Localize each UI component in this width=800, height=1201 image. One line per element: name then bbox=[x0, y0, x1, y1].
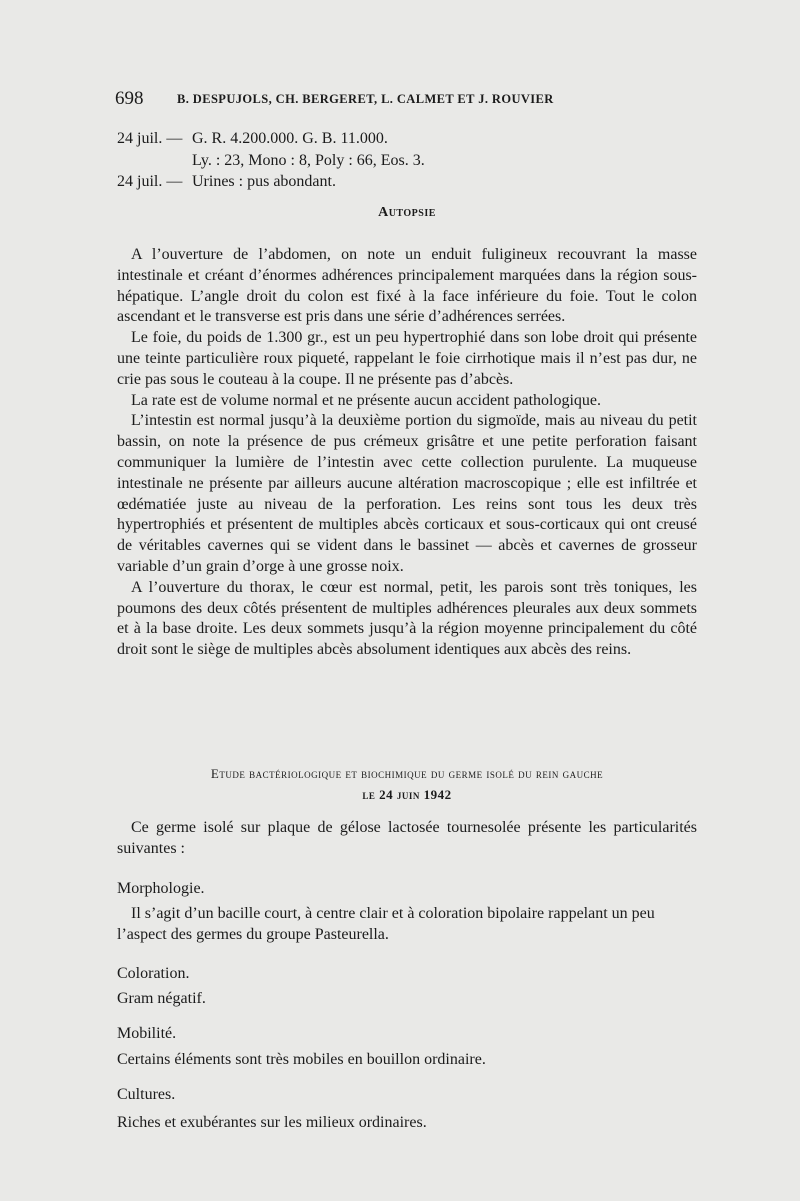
lab-date bbox=[117, 150, 192, 172]
lab-row bbox=[117, 171, 697, 193]
section-content-mobilite: Certains éléments sont très mobiles en bouillon ordinaire. bbox=[117, 1051, 486, 1068]
section-title-mobilite: Mobilité. bbox=[117, 1025, 177, 1042]
lab-row bbox=[117, 150, 697, 172]
paragraph: L’intestin est normal jusqu’à la deuxième portion du sigmoïde, mais au niveau du petit bassin, on note la présence de pus crémeux grisâtre et une petite perforation faisant communiquer la lumière de l’intestin avec cette collection purulente. La muqueuse intestinale ne présente par ailleurs aucune altération macroscopique ; elle est infiltrée et œdématiée juste au niveau de la perforation. Les reins sont tous les deux très hypertrophiés et présentent de multiples abcès corticaux et sous-corticaux qui ont creusé de véritables cavernes qui se vident dans le bassinet — abcès et cavernes de grosseur variable d’un grain d’orge à une grosse noix. bbox=[117, 412, 697, 575]
intro-paragraph: Ce germe isolé sur plaque de gélose lactosée tournesolée présente les particularités suivantes : bbox=[117, 819, 697, 857]
section-title-cultures: Cultures. bbox=[117, 1086, 176, 1103]
page-number: 698 bbox=[115, 88, 144, 109]
etude-heading-line: Etude bactériologique et biochimique du germe isolé du rein gauche bbox=[210, 766, 604, 781]
paragraph: A l’ouverture du thorax, le cœur est normal, petit, les parois sont très toniques, les poumons des deux côtés présentent de multiples adhérences pleurales aux deux sommets et à la base droite. Les deux sommets jusqu’à la région moyenne principalement du côté droit sont le siège de multiples abcès absolument identiques aux abcès des reins. bbox=[117, 578, 697, 659]
lab-value: Urines : pus abondant. bbox=[192, 173, 336, 190]
etude-intro bbox=[117, 818, 697, 860]
lab-value: Ly. : 23, Mono : 8, Poly : 66, Eos. 3. bbox=[192, 151, 425, 169]
paragraph: La rate est de volume normal et ne présente aucun accident pathologique. bbox=[131, 391, 602, 409]
section-content-coloration: Gram négatif. bbox=[117, 990, 206, 1007]
section-title-morphologie: Morphologie. bbox=[117, 880, 205, 897]
running-title: B. DESPUJOLS, CH. BERGERET, L. CALMET ET J. ROUVIER bbox=[177, 92, 554, 106]
section-content-morphologie: Il s’agit d’un bacille court, à centre clair et à coloration bipolaire rappelant un peu l’aspect des germes du groupe Pasteurella. bbox=[117, 905, 655, 943]
lab-row bbox=[117, 128, 697, 150]
autopsie-heading: Autopsie bbox=[378, 205, 436, 220]
lab-value: G. R. 4.200.000. G. B. 11.000. bbox=[192, 130, 388, 147]
section-title-coloration: Coloration. bbox=[117, 965, 190, 982]
paragraph: Le foie, du poids de 1.300 gr., est un peu hypertrophié dans son lobe droit qui présente une teinte particulière roux piqueté, rappelant le foie cirrhotique mais il n’est pas dur, ne crie pas sous le couteau à la coupe. Il ne présente pas d’abcès. bbox=[117, 329, 697, 388]
section-content-cultures: Riches et exubérantes sur les milieux ordinaires. bbox=[117, 1114, 427, 1131]
lab-date: 24 juil. — bbox=[117, 130, 183, 147]
autopsie-body bbox=[117, 245, 697, 661]
page-header bbox=[115, 88, 705, 110]
etude-heading-date: le 24 juin 1942 bbox=[362, 787, 452, 802]
lab-results bbox=[117, 128, 697, 193]
lab-date: 24 juil. — bbox=[117, 173, 183, 190]
paragraph: A l’ouverture de l’abdomen, on note un enduit fuligineux recouvrant la masse intestinale et créant d’énormes adhérences principalement marquées dans la région sous-hépatique. L’angle droit du colon est fixé à la face inférieure du foie. Tout le colon ascendant et le transverse est pris dans une série d’adhérences serrées. bbox=[117, 246, 697, 326]
etude-heading bbox=[117, 763, 697, 805]
